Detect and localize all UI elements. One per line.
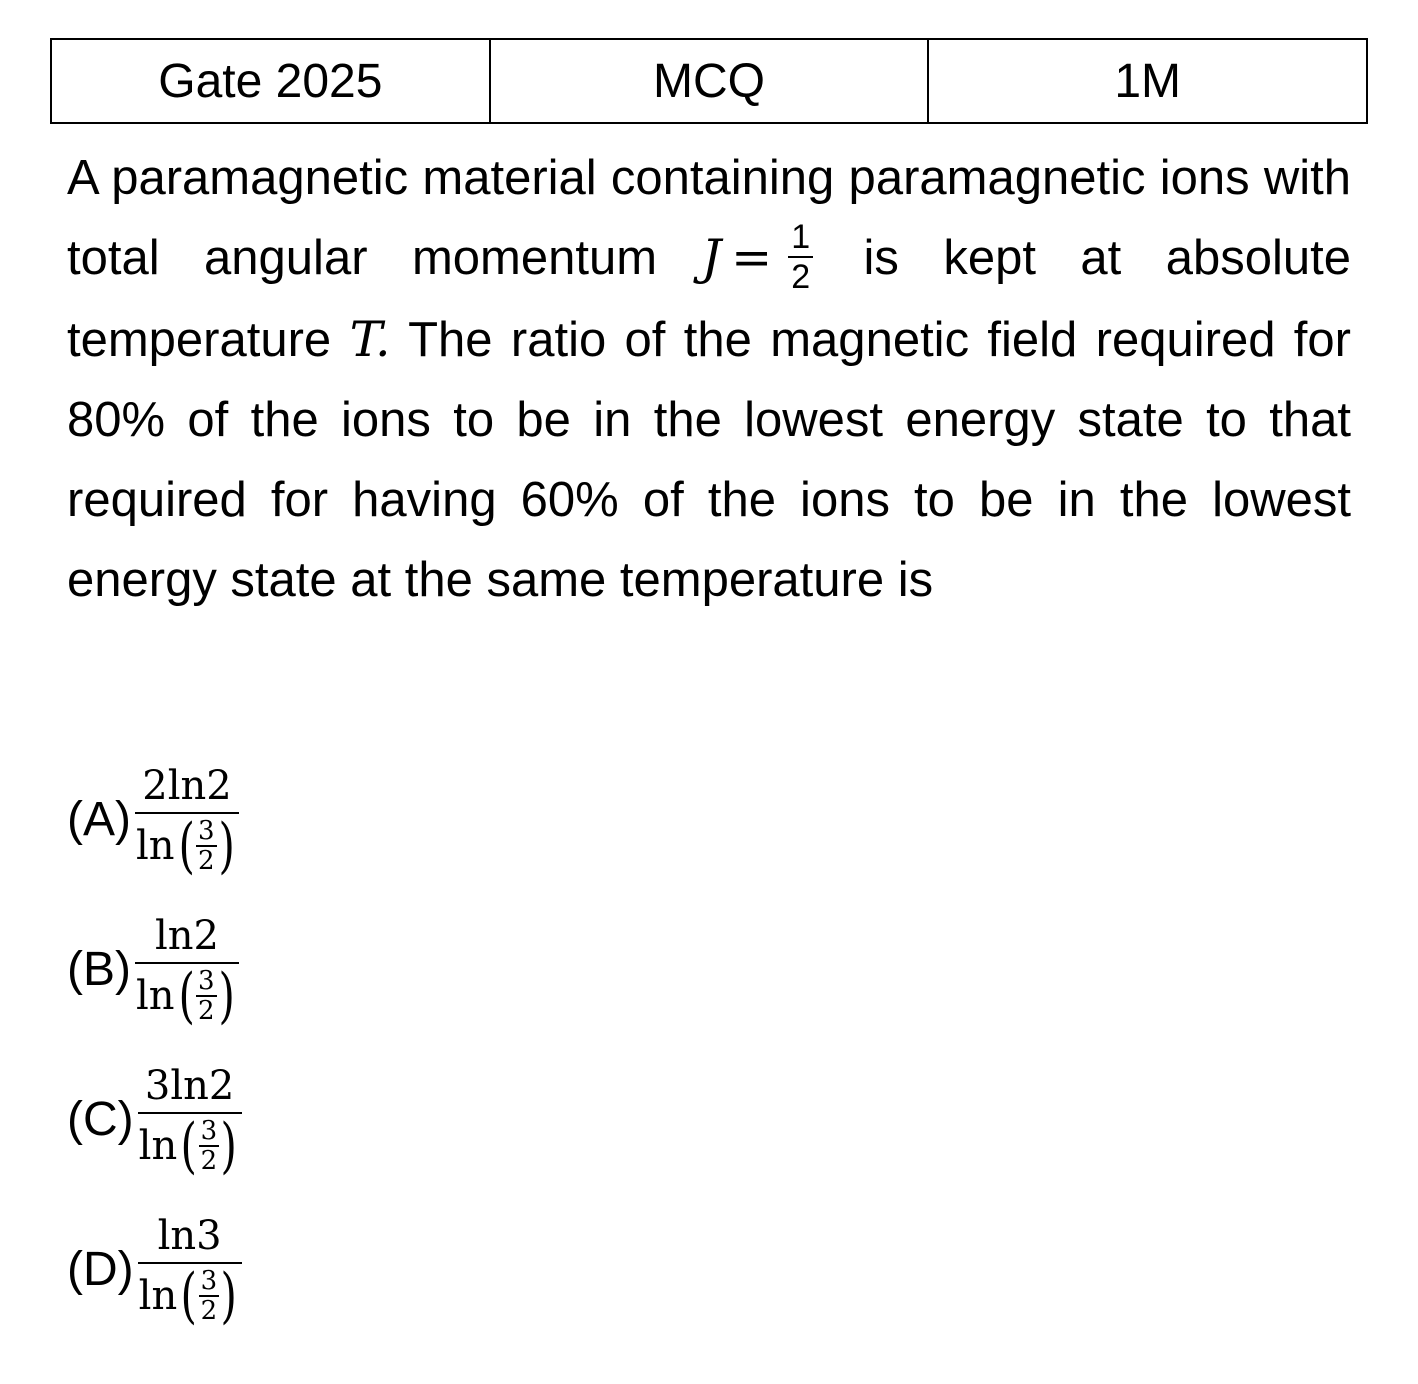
inner-fraction [199, 1118, 220, 1174]
option-d[interactable] [67, 1195, 242, 1345]
option-fraction [135, 763, 239, 881]
inner-numerator: 3 [197, 816, 215, 846]
option-label: (C) [67, 1093, 134, 1146]
question-part-3: The ratio of the magnetic field required for 80% of the ions to be in the lowest energy state to that required for having 60% of the ions to be in the lowest energy state at the same temperature is [67, 313, 1351, 608]
right-paren: ) [220, 1111, 238, 1181]
ln-function: ln [136, 973, 175, 1019]
inner-denominator: 2 [197, 846, 215, 876]
inner-numerator: 3 [200, 1116, 218, 1146]
inner-fraction [199, 1268, 220, 1324]
ln-function: ln [136, 823, 175, 869]
right-paren: ) [218, 961, 235, 1031]
math-variable-t: T. [349, 311, 391, 369]
inner-denominator: 2 [197, 996, 215, 1026]
inner-denominator: 2 [200, 1146, 218, 1176]
left-paren: ( [178, 961, 195, 1031]
exam-cell: Gate 2025 [51, 39, 490, 123]
option-fraction [138, 1063, 242, 1181]
option-c[interactable] [67, 1045, 242, 1195]
option-fraction [135, 913, 239, 1031]
option-denominator [138, 1111, 241, 1181]
option-denominator [138, 1261, 241, 1331]
option-numerator: 3ln2 [138, 1064, 242, 1114]
inner-fraction [196, 968, 217, 1024]
math-variable-j: J [701, 229, 722, 286]
right-paren: ) [218, 811, 235, 881]
option-denominator [136, 961, 238, 1031]
header-row [51, 39, 1367, 123]
option-numerator: 2ln2 [135, 764, 239, 814]
ln-function: ln [138, 1273, 178, 1319]
marks-cell: 1M [928, 39, 1367, 123]
inner-numerator: 3 [200, 1266, 218, 1296]
math-equals: = [731, 229, 773, 286]
question-part-2: is kept at absolute temperature [67, 231, 1351, 368]
left-paren: ( [180, 1111, 198, 1181]
fraction-numerator: 1 [788, 218, 813, 258]
left-paren: ( [180, 1261, 198, 1331]
option-numerator: ln3 [138, 1214, 242, 1264]
header-table [50, 38, 1368, 124]
option-label: (B) [67, 943, 131, 996]
question-part-1: A paramagnetic material containing paramagnetic ions with total angular momentum [67, 151, 1351, 285]
right-paren: ) [220, 1261, 238, 1331]
question-type-cell: MCQ [490, 39, 929, 123]
inner-fraction [196, 818, 217, 874]
left-paren: ( [178, 811, 195, 881]
ln-function: ln [138, 1123, 178, 1169]
option-b[interactable] [67, 895, 242, 1045]
inner-numerator: 3 [197, 966, 215, 996]
option-label: (A) [67, 793, 131, 846]
fraction-denominator: 2 [791, 258, 811, 297]
option-a[interactable] [67, 745, 242, 895]
inner-denominator: 2 [200, 1296, 218, 1326]
question-text [67, 138, 1351, 620]
option-fraction [138, 1213, 242, 1331]
fraction-one-half [788, 218, 813, 296]
option-numerator: ln2 [135, 914, 239, 964]
options-list [67, 745, 242, 1345]
option-denominator [136, 811, 238, 881]
option-label: (D) [67, 1243, 134, 1296]
